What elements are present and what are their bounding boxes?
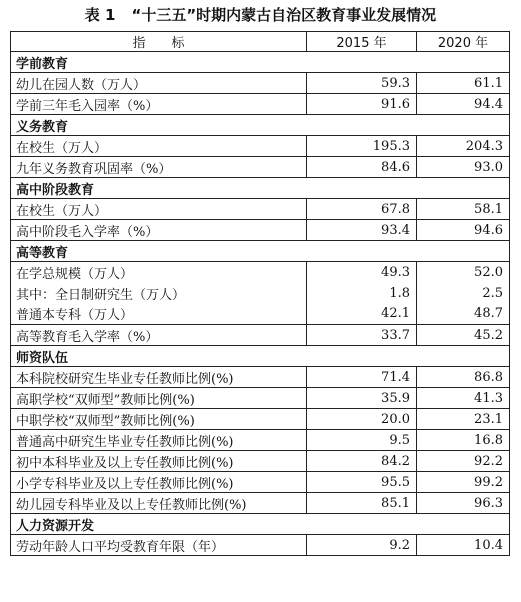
value-2020: 45.2 [417, 325, 510, 346]
indicator-label: 中职学校“双师型”教师比例(%) [11, 409, 307, 430]
section-row [11, 178, 510, 199]
value-2015: 42.1 [307, 304, 417, 325]
table-row [11, 73, 510, 94]
value-2015: 84.2 [307, 451, 417, 472]
indicator-label: 高职学校“双师型”教师比例(%) [11, 388, 307, 409]
section-label: 人力资源开发 [11, 514, 510, 535]
value-2015: 195.3 [307, 136, 417, 157]
section-label: 师资队伍 [11, 346, 510, 367]
value-2020: 52.0 [417, 262, 510, 283]
value-2015: 91.6 [307, 94, 417, 115]
value-2020: 58.1 [417, 199, 510, 220]
value-2020: 2.5 [417, 283, 510, 304]
indicator-label: 高中阶段毛入学率（%） [11, 220, 307, 241]
indicator-label: 在校生（万人） [11, 199, 307, 220]
section-row [11, 115, 510, 136]
section-row [11, 346, 510, 367]
table-row [11, 535, 510, 556]
header-indicator: 指 标 [11, 32, 307, 52]
value-2020: 204.3 [417, 136, 510, 157]
value-2020: 94.4 [417, 94, 510, 115]
value-2015: 35.9 [307, 388, 417, 409]
table-row [11, 325, 510, 346]
indicator-label: 本科院校研究生毕业专任教师比例(%) [11, 367, 307, 388]
section-row [11, 52, 510, 73]
section-row [11, 241, 510, 262]
table-row [11, 367, 510, 388]
table-row [11, 472, 510, 493]
table-row [11, 220, 510, 241]
value-2020: 99.2 [417, 472, 510, 493]
indicator-label: 在学总规模（万人） [11, 262, 307, 283]
value-2020: 41.3 [417, 388, 510, 409]
table-row [11, 388, 510, 409]
table-row [11, 409, 510, 430]
value-2015: 84.6 [307, 157, 417, 178]
value-2020: 94.6 [417, 220, 510, 241]
table-row [11, 199, 510, 220]
value-2020: 61.1 [417, 73, 510, 94]
table-row [11, 94, 510, 115]
table-body [11, 52, 510, 556]
value-2020: 92.2 [417, 451, 510, 472]
education-table [10, 31, 510, 556]
indicator-label: 其中：全日制研究生（万人） [11, 283, 307, 304]
table-row [11, 493, 510, 514]
indicator-label: 普通高中研究生毕业专任教师比例(%) [11, 430, 307, 451]
section-label: 学前教育 [11, 52, 510, 73]
value-2015: 93.4 [307, 220, 417, 241]
value-2020: 93.0 [417, 157, 510, 178]
section-row [11, 514, 510, 535]
table-title [0, 0, 521, 30]
indicator-label: 幼儿园专科毕业及以上专任教师比例(%) [11, 493, 307, 514]
indicator-label: 普通本专科（万人） [11, 304, 307, 325]
value-2015: 71.4 [307, 367, 417, 388]
value-2015: 20.0 [307, 409, 417, 430]
section-label: 义务教育 [11, 115, 510, 136]
value-2015: 9.5 [307, 430, 417, 451]
section-label: 高等教育 [11, 241, 510, 262]
table-row [11, 451, 510, 472]
table-number: 表 1 [84, 6, 116, 24]
table-row [11, 157, 510, 178]
value-2015: 95.5 [307, 472, 417, 493]
indicator-label: 幼儿在园人数（万人） [11, 73, 307, 94]
value-2015: 49.3 [307, 262, 417, 283]
table-header-row [11, 32, 510, 52]
indicator-label: 九年义务教育巩固率（%） [11, 157, 307, 178]
value-2020: 48.7 [417, 304, 510, 325]
value-2020: 23.1 [417, 409, 510, 430]
indicator-label: 学前三年毛入园率（%） [11, 94, 307, 115]
value-2015: 67.8 [307, 199, 417, 220]
table-row [11, 283, 510, 304]
value-2015: 9.2 [307, 535, 417, 556]
value-2015: 85.1 [307, 493, 417, 514]
section-label: 高中阶段教育 [11, 178, 510, 199]
indicator-label: 高等教育毛入学率（%） [11, 325, 307, 346]
table-row [11, 430, 510, 451]
header-2015: 2015 年 [307, 32, 417, 52]
indicator-label: 初中本科毕业及以上专任教师比例(%) [11, 451, 307, 472]
table-title-text: “十三五”时期内蒙古自治区教育事业发展情况 [131, 6, 437, 24]
value-2015: 1.8 [307, 283, 417, 304]
value-2020: 16.8 [417, 430, 510, 451]
header-2020: 2020 年 [417, 32, 510, 52]
value-2020: 10.4 [417, 535, 510, 556]
value-2015: 33.7 [307, 325, 417, 346]
value-2015: 59.3 [307, 73, 417, 94]
indicator-label: 小学专科毕业及以上专任教师比例(%) [11, 472, 307, 493]
indicator-label: 在校生（万人） [11, 136, 307, 157]
table-row [11, 262, 510, 283]
table-row [11, 304, 510, 325]
value-2020: 96.3 [417, 493, 510, 514]
table-row [11, 136, 510, 157]
value-2020: 86.8 [417, 367, 510, 388]
indicator-label: 劳动年龄人口平均受教育年限（年） [11, 535, 307, 556]
